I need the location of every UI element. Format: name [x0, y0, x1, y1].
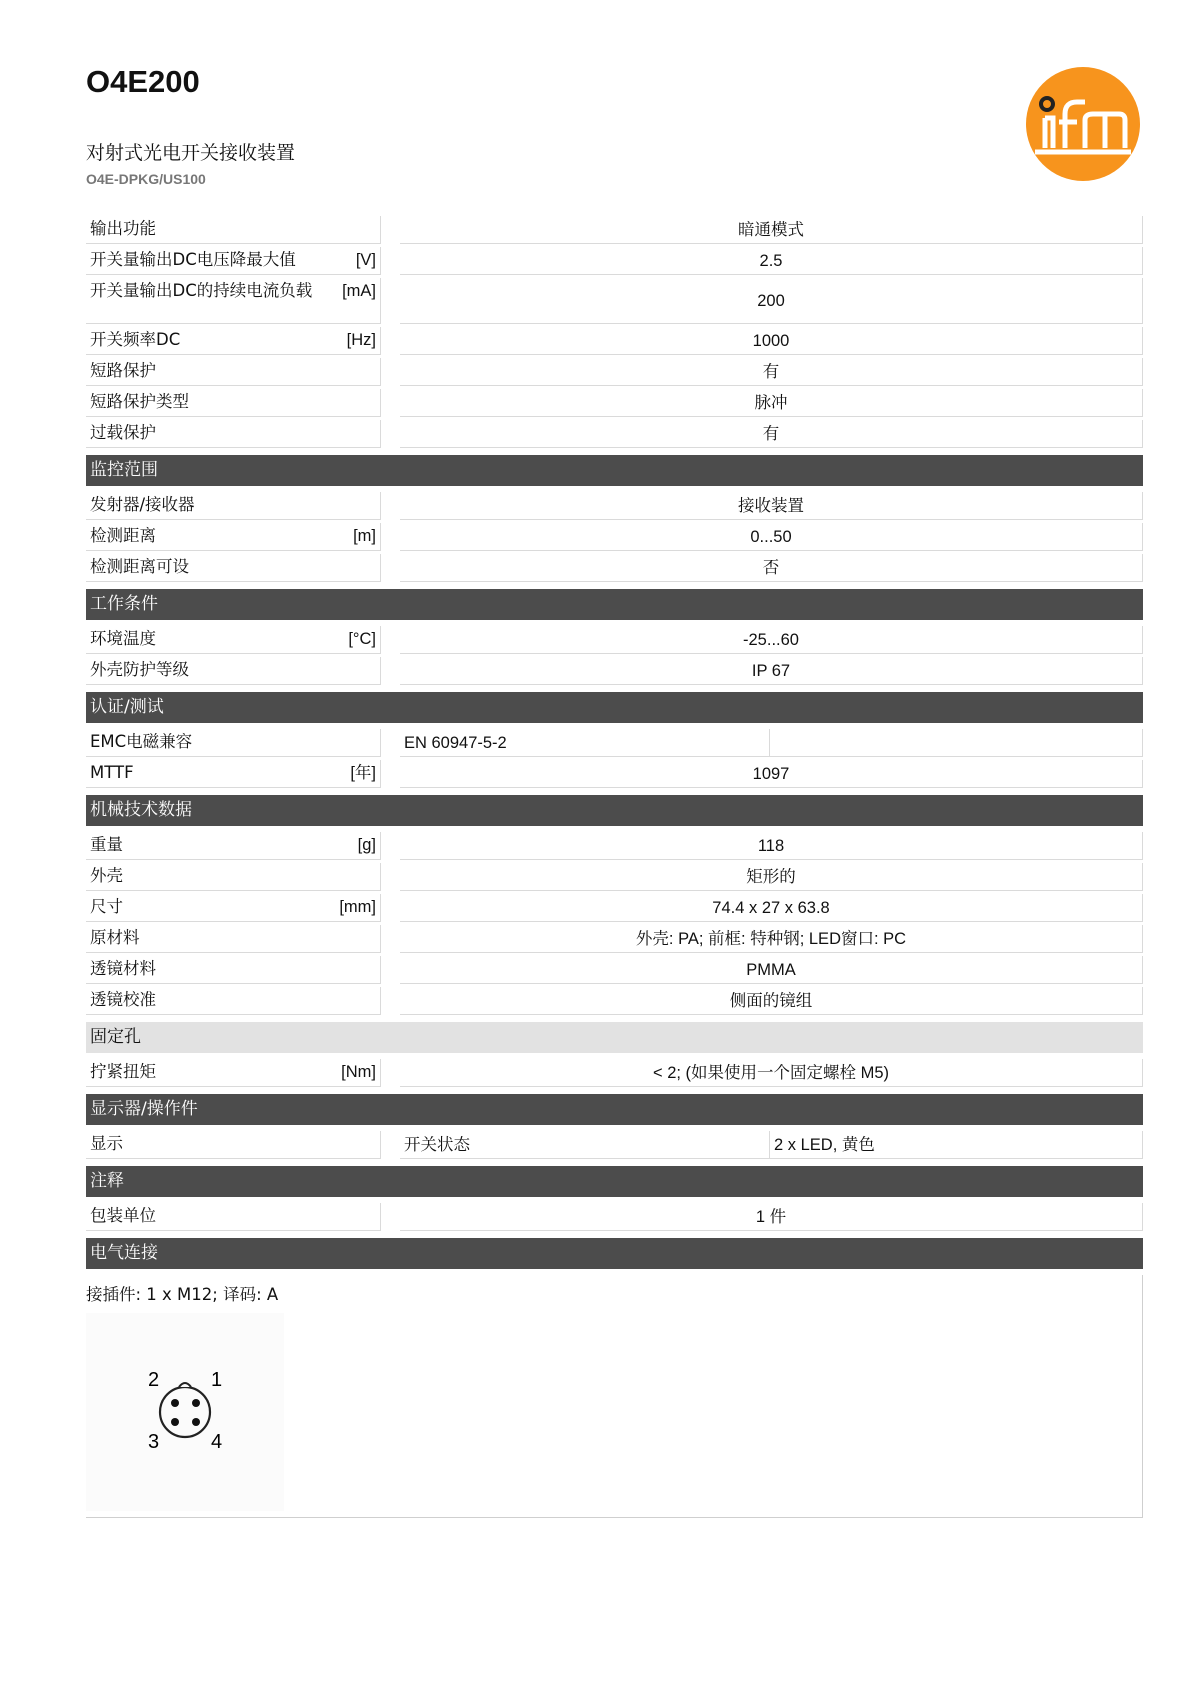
spec-label: 外壳防护等级 — [90, 660, 189, 679]
spec-row — [86, 894, 1143, 922]
section-header-approvals: 认证/测试 — [86, 692, 1143, 723]
product-subtitle: 对射式光电开关接收装置 — [86, 142, 296, 164]
connection-panel — [86, 1275, 1143, 1518]
spec-unit: [Nm] — [341, 1063, 376, 1081]
spec-row — [86, 657, 1143, 685]
spec-unit: [°C] — [348, 630, 376, 648]
connector-diagram — [86, 1313, 284, 1511]
spec-value: PMMA — [400, 956, 1143, 984]
pin-label-4: 4 — [211, 1431, 223, 1453]
spec-row — [86, 626, 1143, 654]
spec-label: 尺寸 — [90, 897, 123, 916]
spec-unit: [g] — [357, 836, 376, 854]
spec-value: IP 67 — [400, 657, 1143, 685]
spec-value-empty — [770, 729, 1143, 757]
product-code: O4E-DPKG/US100 — [86, 171, 206, 187]
spec-label: 检测距离 — [90, 526, 156, 545]
ifm-logo — [1025, 66, 1141, 182]
spec-label: 开关量输出DC电压降最大值 — [90, 250, 296, 269]
section-header-mechanical: 机械技术数据 — [86, 795, 1143, 826]
spec-value: -25...60 — [400, 626, 1143, 654]
spec-value: 接收装置 — [400, 492, 1143, 520]
spec-value: 200 — [400, 278, 1143, 324]
spec-unit: [年] — [350, 764, 376, 782]
spec-row — [86, 956, 1143, 984]
spec-row — [86, 925, 1143, 953]
pin-label-3: 3 — [148, 1431, 160, 1453]
spec-row — [86, 216, 1143, 244]
spec-label: 透镜材料 — [90, 959, 156, 978]
spec-label: 开关频率DC — [90, 330, 181, 349]
spec-value: 0...50 — [400, 523, 1143, 551]
spec-sublabel: 开关状态 — [400, 1131, 770, 1159]
spec-row — [86, 832, 1143, 860]
spec-label: 短路保护类型 — [90, 392, 189, 411]
spec-label: 输出功能 — [90, 219, 156, 238]
spec-row — [86, 358, 1143, 386]
pin-2 — [171, 1399, 179, 1407]
spec-label: 显示 — [90, 1134, 123, 1153]
product-title: O4E200 — [86, 64, 200, 99]
spec-row — [86, 1131, 1143, 1159]
section-header-monitoring: 监控范围 — [86, 455, 1143, 486]
spec-row — [86, 863, 1143, 891]
spec-value: 脉冲 — [400, 389, 1143, 417]
spec-label: 重量 — [90, 835, 123, 854]
spec-value: 否 — [400, 554, 1143, 582]
spec-label: 环境温度 — [90, 629, 156, 648]
spec-row — [86, 247, 1143, 275]
spec-label: 发射器/接收器 — [90, 495, 195, 514]
spec-row — [86, 523, 1143, 551]
spec-row — [86, 492, 1143, 520]
spec-label: 外壳 — [90, 866, 123, 885]
spec-label: 原材料 — [90, 928, 140, 947]
section-header-operating: 工作条件 — [86, 589, 1143, 620]
spec-value: 2.5 — [400, 247, 1143, 275]
pin-1 — [192, 1399, 200, 1407]
spec-unit: [V] — [355, 251, 376, 269]
spec-value: 2 x LED, 黄色 — [770, 1131, 1143, 1159]
spec-row — [86, 420, 1143, 448]
svg-text:ifm: ifm — [1082, 170, 1084, 171]
spec-label: MTTF — [90, 763, 134, 782]
pin-4 — [192, 1418, 200, 1426]
spec-row — [86, 729, 1143, 757]
section-header-remarks: 注释 — [86, 1166, 1143, 1197]
spec-label: 过载保护 — [90, 423, 156, 442]
spec-label: 检测距离可设 — [90, 557, 189, 576]
spec-value: EN 60947-5-2 — [400, 729, 770, 757]
spec-value: 有 — [400, 420, 1143, 448]
spec-value: 矩形的 — [400, 863, 1143, 891]
spec-value: 有 — [400, 358, 1143, 386]
spec-row — [86, 760, 1143, 788]
pin-3 — [171, 1418, 179, 1426]
spec-value: 118 — [400, 832, 1143, 860]
section-header-mounting: 固定孔 — [86, 1022, 1143, 1053]
datasheet — [86, 216, 1143, 1518]
spec-label: 拧紧扭矩 — [90, 1062, 156, 1081]
spec-label: 短路保护 — [90, 361, 156, 380]
spec-label: 开关量输出DC的持续电流负载 — [90, 281, 313, 300]
spec-value: 暗通模式 — [400, 216, 1143, 244]
spec-unit: [Hz] — [346, 331, 376, 349]
spec-row — [86, 278, 1143, 324]
section-header-display: 显示器/操作件 — [86, 1094, 1143, 1125]
spec-value: 1 件 — [400, 1203, 1143, 1231]
spec-row — [86, 987, 1143, 1015]
spec-unit: [mm] — [339, 898, 376, 916]
spec-value: 外壳: PA; 前框: 特种钢; LED窗口: PC — [400, 925, 1143, 953]
spec-row — [86, 554, 1143, 582]
section-header-electrical: 电气连接 — [86, 1238, 1143, 1269]
spec-label: 包装单位 — [90, 1206, 156, 1225]
spec-unit: [mA] — [342, 282, 376, 300]
pin-label-1: 1 — [211, 1369, 223, 1391]
spec-label: EMC电磁兼容 — [90, 732, 193, 751]
connector-text: 接插件: 1 x M12; 译码: A — [86, 1285, 279, 1304]
spec-value: 1097 — [400, 760, 1143, 788]
spec-value: 侧面的镜组 — [400, 987, 1143, 1015]
spec-row — [86, 1059, 1143, 1087]
spec-value: < 2; (如果使用一个固定螺栓 M5) — [400, 1059, 1143, 1087]
spec-value: 1000 — [400, 327, 1143, 355]
spec-row — [86, 389, 1143, 417]
spec-row — [86, 327, 1143, 355]
spec-value: 74.4 x 27 x 63.8 — [400, 894, 1143, 922]
spec-row — [86, 1203, 1143, 1231]
spec-label: 透镜校准 — [90, 990, 156, 1009]
spec-unit: [m] — [353, 527, 376, 545]
pin-label-2: 2 — [148, 1369, 160, 1391]
m12-connector-icon — [86, 1313, 284, 1511]
